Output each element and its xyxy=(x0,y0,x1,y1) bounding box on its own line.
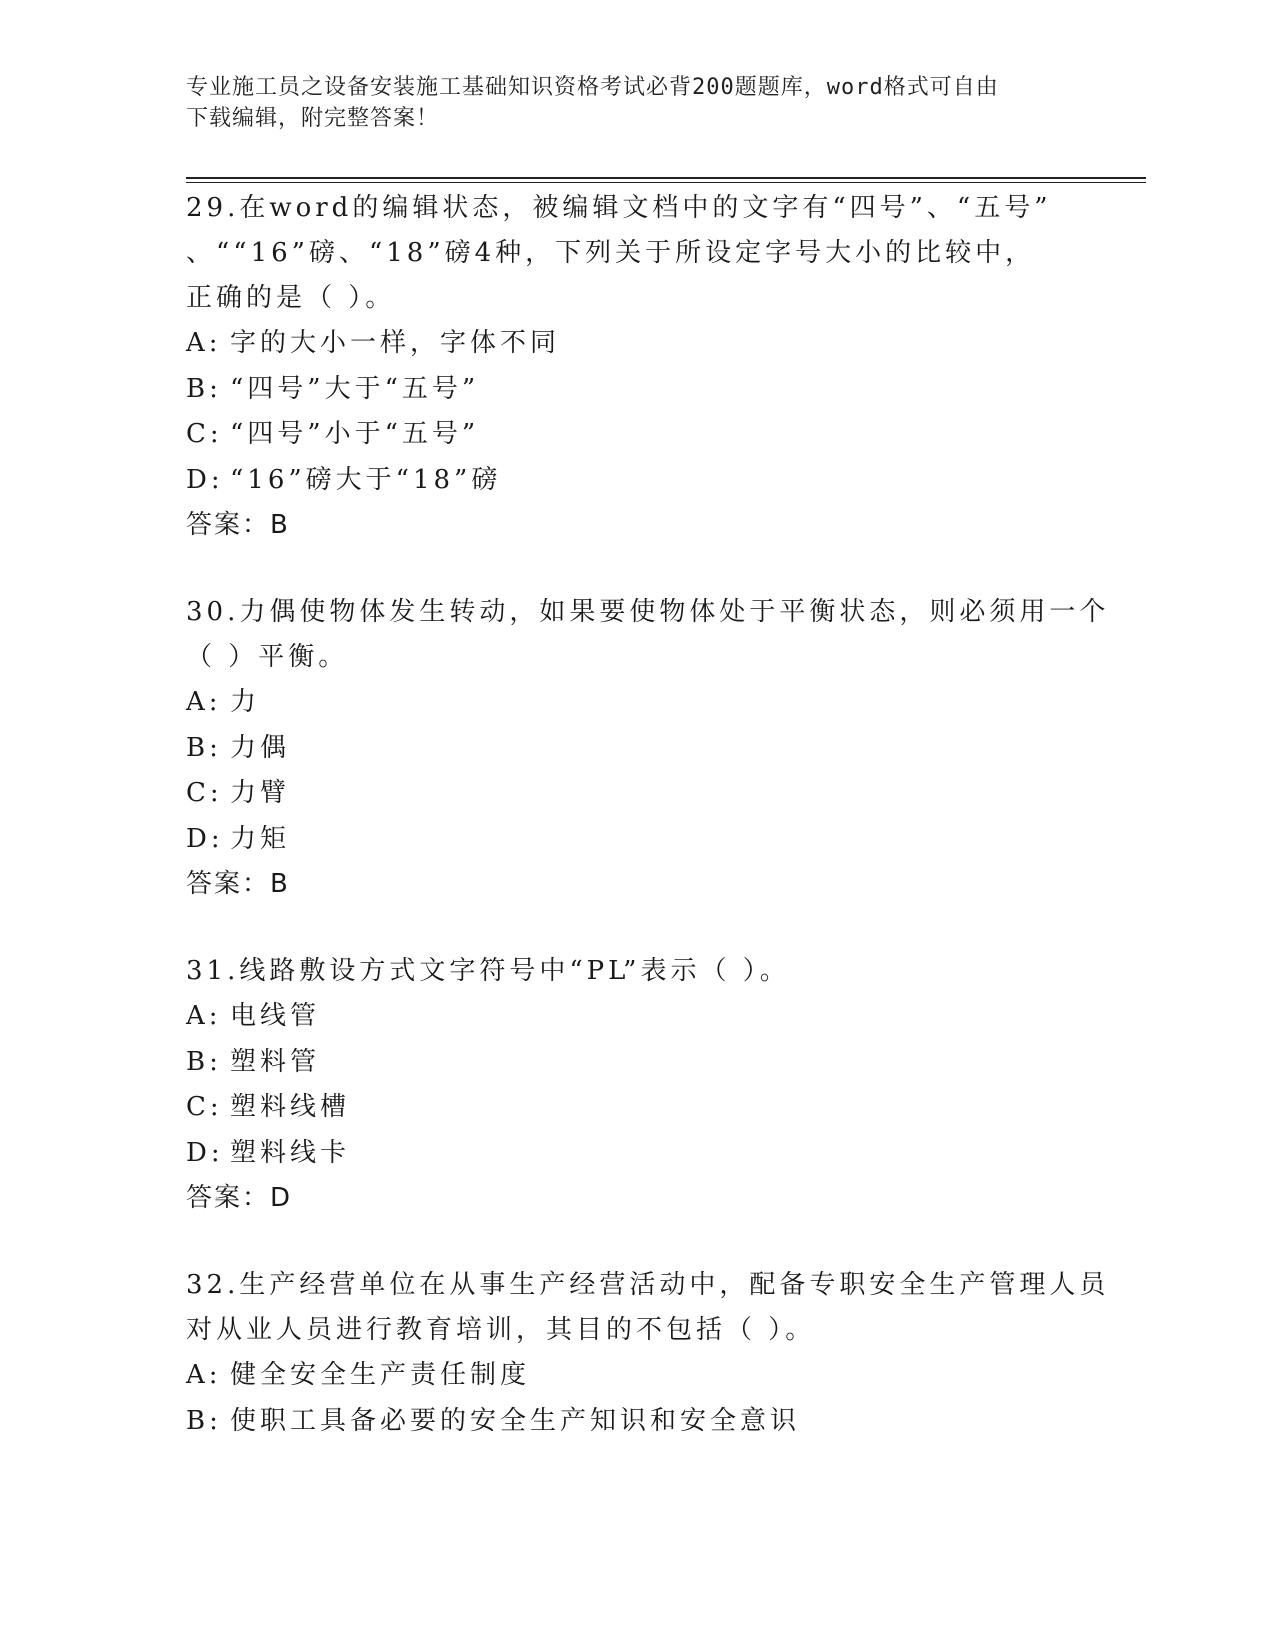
question-31 xyxy=(186,949,1086,1221)
option-key: D: xyxy=(186,823,224,854)
option-key: A: xyxy=(186,1001,222,1031)
question-text-line: 31.线路敷设方式文字符号中“PL”表示（ ）。 xyxy=(186,956,790,986)
option-text: “四号”大于“五号” xyxy=(230,373,480,404)
answer-text: 答案：B xyxy=(186,869,290,899)
option-a xyxy=(186,994,1086,1040)
question-spacer xyxy=(186,548,1086,590)
option-key: C: xyxy=(186,1092,223,1122)
option-key: A: xyxy=(186,1360,222,1390)
option-text: 力臂 xyxy=(230,778,291,808)
option-b xyxy=(186,367,1086,413)
question-text-line: 正确的是（ ）。 xyxy=(186,283,396,313)
option-d xyxy=(186,458,1086,504)
option-a xyxy=(186,680,1086,726)
option-key: B: xyxy=(186,732,222,763)
option-c xyxy=(186,771,1086,817)
question-30 xyxy=(186,590,1110,907)
option-text: 力偶 xyxy=(230,732,291,763)
option-a xyxy=(186,321,1086,367)
question-32 xyxy=(186,1263,1110,1444)
option-text: 塑料线卡 xyxy=(230,1137,351,1168)
option-key: C: xyxy=(186,778,223,808)
header-divider-top xyxy=(186,177,1146,179)
document-header xyxy=(186,72,1066,134)
option-c xyxy=(186,412,1086,458)
header-divider-bottom xyxy=(186,182,1146,183)
option-text: “16”磅大于“18”磅 xyxy=(230,464,502,495)
question-spacer xyxy=(186,1221,1086,1263)
option-text: “四号”小于“五号” xyxy=(230,419,480,449)
answer-text: 答案：B xyxy=(186,510,290,540)
question-text-line: 、““16”磅、“18”磅4种，下列关于所设定字号大小的比较中， xyxy=(186,238,1036,268)
question-text-line: 对从业人员进行教育培训，其目的不包括（ ）。 xyxy=(186,1315,816,1345)
option-b xyxy=(186,726,1086,772)
option-b xyxy=(186,1040,1086,1086)
question-spacer xyxy=(186,907,1086,949)
question-list xyxy=(186,186,1110,1444)
option-a xyxy=(186,1353,1086,1399)
option-key: C: xyxy=(186,419,223,449)
option-text: 健全安全生产责任制度 xyxy=(230,1360,531,1390)
question-text-line: 29.在word的编辑状态，被编辑文档中的文字有“四号”、“五号” xyxy=(186,193,1052,223)
option-d xyxy=(186,1131,1086,1177)
option-d xyxy=(186,817,1086,863)
question-text-line: 32.生产经营单位在从事生产经营活动中，配备专职安全生产管理人员 xyxy=(186,1270,1110,1300)
option-key: D: xyxy=(186,464,224,495)
option-key: A: xyxy=(186,328,222,358)
option-key: A: xyxy=(186,687,222,717)
option-text: 使职工具备必要的安全生产知识和安全意识 xyxy=(230,1405,801,1436)
option-text: 力 xyxy=(230,687,261,717)
option-text: 塑料管 xyxy=(230,1046,321,1077)
option-key: D: xyxy=(186,1137,224,1168)
answer-text: 答案：D xyxy=(186,1183,293,1213)
option-key: B: xyxy=(186,373,222,404)
option-c xyxy=(186,1085,1086,1131)
option-text: 电线管 xyxy=(230,1001,321,1031)
option-b xyxy=(186,1399,1086,1445)
option-key: B: xyxy=(186,1405,222,1436)
header-line-2: 下载编辑，附完整答案！ xyxy=(186,106,440,131)
option-key: B: xyxy=(186,1046,222,1077)
header-line-1: 专业施工员之设备安装施工基础知识资格考试必背200题题库，word格式可自由 xyxy=(186,75,999,100)
option-text: 塑料线槽 xyxy=(230,1092,351,1122)
question-text-line: 30.力偶使物体发生转动，如果要使物体处于平衡状态，则必须用一个 xyxy=(186,597,1110,627)
option-text: 力矩 xyxy=(230,823,291,854)
question-29 xyxy=(186,186,1086,548)
question-text-line: （ ）平衡。 xyxy=(186,642,349,672)
option-text: 字的大小一样，字体不同 xyxy=(230,328,561,358)
